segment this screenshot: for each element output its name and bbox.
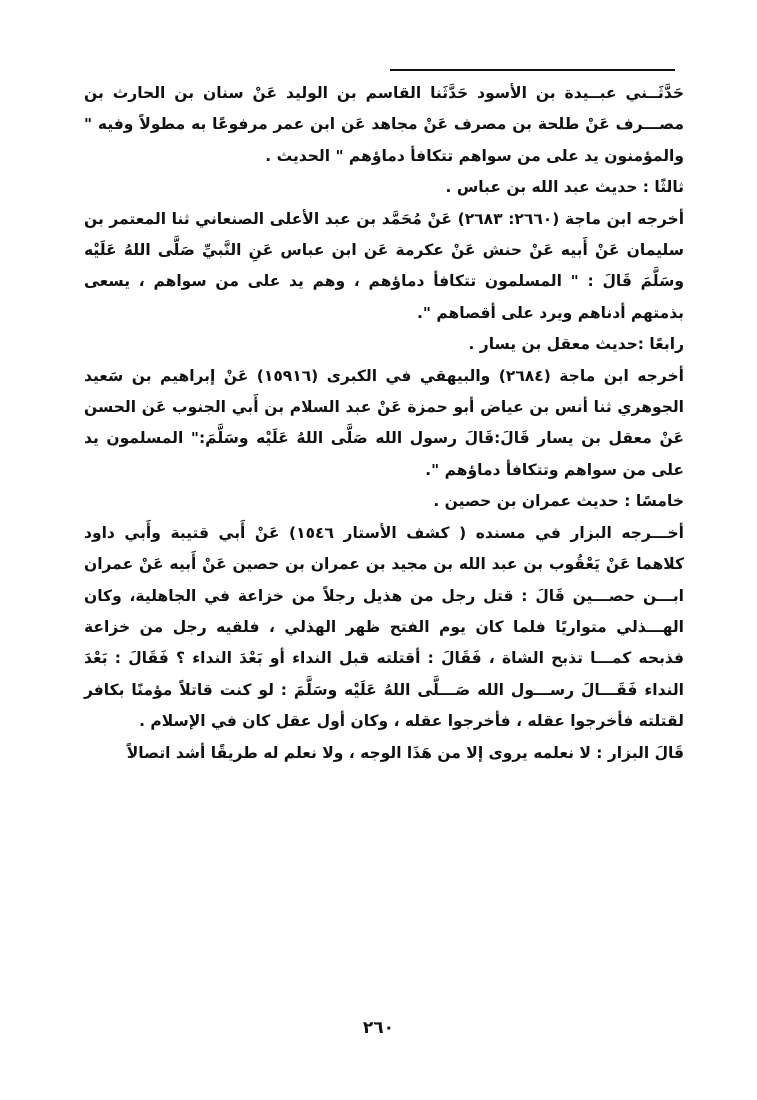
paragraph-ibn-abbas: أخرجه ابن ماجة (٢٦٦٠: ٢٦٨٣) عَنْ مُحَمَّد بن عبد الأعلى الصنعاني ثنا المعتمر بن سليمان عَنْ أَبيه عَنْ حنش عَنْ عكرمة عَن ابن عباس عَنِ النَّبيِّ صَلَّى اللهُ عَلَيْه وسَلَّمَ قَالَ : " المسلمون تتكافأ دماؤهم ، وهم يد على من سواهم ، يسعى بذمتهم أدناهم ويرد على أقصاهم ". <box>84 209 685 322</box>
heading-fourth: رابعًا :حديث معقل بن يسار . <box>468 335 684 354</box>
paragraph-continuation: حَدَّثَــني عبــيدة بن الأسود حَدَّثَنا القاسم بن الوليد عَنْ سنان بن الحارث بن مصـــرف عَنْ طلحة بن مصرف عَنْ مجاهد عَن ابن عمر مرفوعًا به مطولاً وفيه " والمؤمنون يد على من سواهم تتكافأ دماؤهم " الحديث . <box>84 84 684 165</box>
page-number: ٢٦٠ <box>362 1018 395 1038</box>
paragraph-bazzar-comment: قَالَ البزار : لا نعلمه يروى إلا من هَذَا الوجه ، ولا نعلم له طريقًا أشد اتصالاً <box>126 743 684 762</box>
heading-third: ثالثًا : حديث عبد الله بن عباس . <box>445 178 684 197</box>
footnote-separator-rule <box>390 69 675 71</box>
paragraph-maqil: أخرجه ابن ماجة (٢٦٨٤) والبيهقي في الكبرى (١٥٩١٦) عَنْ إبراهيم بن سَعيد الجوهري ثنا أنس بن عياض أبو حمزة عَنْ عبد السلام بن أَبي الجنوب عَن الحسن عَنْ معقل بن يسار قَالَ:قَالَ رسول الله صَلَّى اللهُ عَلَيْه وسَلَّمَ:" المسلمون يد على من سواهم وتتكافأ دماؤهم ". <box>84 366 684 479</box>
heading-fifth: خامسًا : حديث عمران بن حصين . <box>433 492 684 511</box>
body-text <box>84 78 684 769</box>
paragraph-imran: أخـــرجه البزار في مسنده ( كشف الأستار ١٥٤٦) عَنْ أَبي قتيبة وأَبي داود كلاهما عَنْ يَعْقُوب بن عبد الله بن مجيد بن عمران بن حصين عَنْ أَبيه عَنْ عمران ابـــن حصـــين قَالَ : قتل رجل من هذيل رجلاً من خزاعة في الجاهلية، وكان الهـــذلي متواريًا فلما كان يوم الفتح ظهر الهذلي ، فلقيه رجل من خزاعة فذبحه كمـــا تذبح الشاة ، فَقَالَ : أقتلته قبل النداء أو بَعْدَ النداء ؟ فَقَالَ : بَعْدَ النداء فَقَـــالَ رســـول الله صَـــلَّى اللهُ عَلَيْه وسَلَّمَ : لو كنت قاتلاً مؤمنًا بكافر لقتلته فأخرجوا عقله ، فأخرجوا عقله ، وكان أول عقل كان في الإسلام . <box>84 523 684 731</box>
